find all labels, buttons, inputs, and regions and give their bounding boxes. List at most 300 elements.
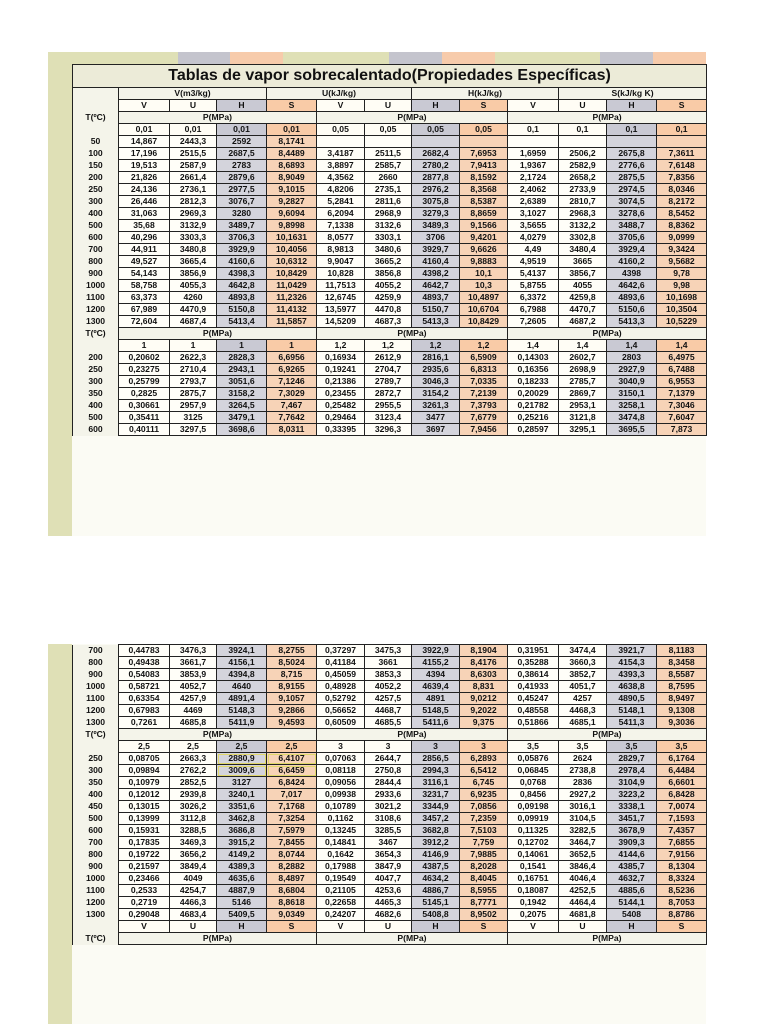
value-cell: 0,13245 — [317, 825, 365, 837]
value-cell: 9,3036 — [657, 717, 707, 729]
value-cell: 0,0768 — [508, 777, 559, 789]
temperature-cell: 1000 — [73, 681, 119, 693]
value-cell: 0,13999 — [119, 813, 170, 825]
tc-label: T(ºC) — [73, 112, 119, 124]
temperature-cell: 50 — [73, 136, 119, 148]
value-cell: 2682,4 — [412, 148, 460, 160]
pressure-value: 1 — [170, 340, 217, 352]
value-cell: 3665,4 — [170, 256, 217, 268]
value-cell: 63,373 — [119, 292, 170, 304]
value-cell: 4470,8 — [365, 304, 412, 316]
value-cell: 19,513 — [119, 160, 170, 172]
table-row — [73, 897, 707, 909]
value-cell: 0,11325 — [508, 825, 559, 837]
pressure-value: 2,5 — [119, 741, 170, 753]
value-cell: 4635,6 — [217, 873, 267, 885]
value-cell: 0,21386 — [317, 376, 365, 388]
value-cell: 2,4062 — [508, 184, 559, 196]
table-row — [73, 717, 707, 729]
value-cell: 5145,1 — [412, 897, 460, 909]
value-cell: 11,7513 — [317, 280, 365, 292]
value-cell: 10,828 — [317, 268, 365, 280]
value-cell: 9,98 — [657, 280, 707, 292]
value-cell: 0,33395 — [317, 424, 365, 436]
value-cell: 0,05876 — [508, 753, 559, 765]
value-cell: 2644,7 — [365, 753, 412, 765]
pressure-value: 3 — [317, 741, 365, 753]
temperature-cell: 1000 — [73, 280, 119, 292]
value-cell: 3929,7 — [412, 244, 460, 256]
value-cell: 3477 — [412, 412, 460, 424]
value-cell: 2877,8 — [412, 172, 460, 184]
value-cell: 8,831 — [460, 681, 508, 693]
value-cell: 4259,8 — [559, 292, 607, 304]
value-cell: 8,7595 — [657, 681, 707, 693]
value-cell: 0,21597 — [119, 861, 170, 873]
value-cell: 2856,5 — [412, 753, 460, 765]
value-cell: 3296,3 — [365, 424, 412, 436]
value-cell: 7,6855 — [657, 837, 707, 849]
value-cell: 4886,7 — [412, 885, 460, 897]
value-cell: 2994,3 — [412, 765, 460, 777]
value-cell: 8,2755 — [267, 645, 317, 657]
value-cell: 4468,3 — [559, 705, 607, 717]
value-cell: 3154,2 — [412, 388, 460, 400]
column-letter: V — [317, 100, 365, 112]
value-cell: 3282,5 — [559, 825, 607, 837]
value-cell: 2810,7 — [559, 196, 607, 208]
value-cell: 7,6148 — [657, 160, 707, 172]
value-cell: 3656,2 — [170, 849, 217, 861]
temperature-cell: 400 — [73, 400, 119, 412]
table-row — [73, 136, 707, 148]
value-cell: 2803 — [607, 352, 657, 364]
value-cell: 3132,6 — [365, 220, 412, 232]
value-cell: 3661 — [365, 657, 412, 669]
value-cell: 10,8429 — [460, 316, 508, 328]
band-cell — [600, 52, 653, 64]
value-cell: 2828,3 — [217, 352, 267, 364]
band-cell — [72, 52, 125, 64]
value-cell: 0,29464 — [317, 412, 365, 424]
value-cell: 0,21105 — [317, 885, 365, 897]
value-cell: 3697 — [412, 424, 460, 436]
temperature-cell: 600 — [73, 232, 119, 244]
value-cell: 2687,5 — [217, 148, 267, 160]
value-cell: 0,1942 — [508, 897, 559, 909]
pressure-value: 0,01 — [217, 124, 267, 136]
value-cell: 3464,7 — [559, 837, 607, 849]
value-cell: 11,0429 — [267, 280, 317, 292]
value-cell: 2836 — [559, 777, 607, 789]
value-cell: 4465,3 — [365, 897, 412, 909]
value-cell: 2875,7 — [170, 388, 217, 400]
value-cell: 6,7988 — [508, 304, 559, 316]
pressure-label: P(MPa) — [119, 112, 317, 124]
value-cell: 8,5236 — [657, 885, 707, 897]
value-cell: 3474,4 — [559, 645, 607, 657]
pressure-value: 0,1 — [607, 124, 657, 136]
tc-label: T(ºC) — [73, 729, 119, 741]
column-letter: H — [412, 100, 460, 112]
value-cell: 0,2533 — [119, 885, 170, 897]
table-row — [73, 412, 707, 424]
value-cell: 11,2326 — [267, 292, 317, 304]
pressure-value: 2,5 — [267, 741, 317, 753]
band-cell — [495, 52, 548, 64]
table-row — [73, 208, 707, 220]
value-cell: 6,2893 — [460, 753, 508, 765]
value-cell: 0,60509 — [317, 717, 365, 729]
value-cell: 13,5977 — [317, 304, 365, 316]
table-row — [73, 753, 707, 765]
value-cell: 3678,9 — [607, 825, 657, 837]
value-cell: 3240,1 — [217, 789, 267, 801]
value-cell: 4257 — [559, 693, 607, 705]
value-cell: 5411,9 — [217, 717, 267, 729]
table-row — [73, 364, 707, 376]
column-letter: V — [119, 100, 170, 112]
value-cell: 3351,6 — [217, 801, 267, 813]
column-color-band — [72, 52, 706, 64]
temperature-cell: 250 — [73, 364, 119, 376]
value-cell: 3112,8 — [170, 813, 217, 825]
value-cell: 0,54083 — [119, 669, 170, 681]
temperature-cell: 700 — [73, 837, 119, 849]
value-cell: 3915,2 — [217, 837, 267, 849]
pressure-value: 1 — [267, 340, 317, 352]
table-row — [73, 669, 707, 681]
value-cell: 3489,3 — [412, 220, 460, 232]
value-cell: 2811,6 — [365, 196, 412, 208]
value-cell: 2933,6 — [365, 789, 412, 801]
value-cell: 11,5857 — [267, 316, 317, 328]
pressure-value: 2,5 — [217, 741, 267, 753]
value-cell: 9,78 — [657, 268, 707, 280]
column-letter: S — [267, 100, 317, 112]
value-cell: 5408 — [607, 909, 657, 921]
temperature-cell: 1100 — [73, 292, 119, 304]
value-cell: 3075,8 — [412, 196, 460, 208]
value-cell: 4687,4 — [170, 316, 217, 328]
value-cell: 2738,8 — [559, 765, 607, 777]
value-cell: 4160,4 — [412, 256, 460, 268]
value-cell: 0,19549 — [317, 873, 365, 885]
pressure-value: 1,4 — [508, 340, 559, 352]
value-cell: 3278,6 — [607, 208, 657, 220]
value-cell: 3665,2 — [365, 256, 412, 268]
value-cell: 4155,2 — [412, 657, 460, 669]
value-cell: 0,23275 — [119, 364, 170, 376]
temperature-cell: 250 — [73, 184, 119, 196]
value-cell: 2968,9 — [365, 208, 412, 220]
temperature-cell: 300 — [73, 376, 119, 388]
pressure-value: 0,05 — [365, 124, 412, 136]
pressure-value: 0,01 — [267, 124, 317, 136]
value-cell: 0,08705 — [119, 753, 170, 765]
value-cell: 3929,4 — [607, 244, 657, 256]
value-cell: 6,3372 — [508, 292, 559, 304]
value-cell: 3279,3 — [412, 208, 460, 220]
value-cell: 3705,6 — [607, 232, 657, 244]
column-letter: H — [412, 921, 460, 933]
temperature-cell: 1100 — [73, 693, 119, 705]
value-cell: 3132,9 — [170, 220, 217, 232]
value-cell: 0,19241 — [317, 364, 365, 376]
pressure-value: 0,1 — [559, 124, 607, 136]
value-cell: 8,8659 — [460, 208, 508, 220]
value-cell: 8,4489 — [267, 148, 317, 160]
temperature-cell: 800 — [73, 657, 119, 669]
value-cell: 4055,2 — [365, 280, 412, 292]
value-cell: 4055,3 — [170, 280, 217, 292]
value-cell: 2762,2 — [170, 765, 217, 777]
value-cell: 8,3568 — [460, 184, 508, 196]
value-cell: 0,31951 — [508, 645, 559, 657]
value-cell: 2829,7 — [607, 753, 657, 765]
value-cell: 3469,3 — [170, 837, 217, 849]
value-cell: 3924,1 — [217, 645, 267, 657]
value-cell: 3302,8 — [559, 232, 607, 244]
table-row — [73, 424, 707, 436]
pressure-value: 1,4 — [607, 340, 657, 352]
value-cell: 3665 — [559, 256, 607, 268]
value-cell: 4642,7 — [412, 280, 460, 292]
value-cell: 10,1631 — [267, 232, 317, 244]
table-row — [73, 172, 707, 184]
value-cell: 0,20029 — [508, 388, 559, 400]
value-cell: 0,19722 — [119, 849, 170, 861]
value-cell: 8,8618 — [267, 897, 317, 909]
value-cell: 3852,7 — [559, 669, 607, 681]
value-cell: 3021,2 — [365, 801, 412, 813]
column-letter: H — [607, 921, 657, 933]
temperature-cell: 1000 — [73, 873, 119, 885]
value-cell: 0,25482 — [317, 400, 365, 412]
value-cell: 4257,5 — [365, 693, 412, 705]
value-cell: 0,58721 — [119, 681, 170, 693]
value-cell: 8,7771 — [460, 897, 508, 909]
value-cell: 0,09919 — [508, 813, 559, 825]
table-row — [73, 304, 707, 316]
table-row — [73, 885, 707, 897]
pressure-value: 0,1 — [657, 124, 707, 136]
value-cell: 0,67983 — [119, 705, 170, 717]
value-cell: 0,2719 — [119, 897, 170, 909]
table-row — [73, 849, 707, 861]
temperature-cell: 800 — [73, 256, 119, 268]
pressure-label: P(MPa) — [317, 112, 508, 124]
value-cell: 5,8755 — [508, 280, 559, 292]
value-cell: 2515,5 — [170, 148, 217, 160]
value-cell: 0,63354 — [119, 693, 170, 705]
value-cell: 2852,5 — [170, 777, 217, 789]
pressure-label: P(MPa) — [317, 729, 508, 741]
value-cell: 35,68 — [119, 220, 170, 232]
value-cell: 4638,8 — [607, 681, 657, 693]
value-cell: 2977,5 — [217, 184, 267, 196]
pressure-value: 1,2 — [412, 340, 460, 352]
value-cell: 0,7261 — [119, 717, 170, 729]
value-cell: 4,8206 — [317, 184, 365, 196]
value-cell: 2622,3 — [170, 352, 217, 364]
value-cell: 7,759 — [460, 837, 508, 849]
value-cell: 3123,4 — [365, 412, 412, 424]
table-row — [73, 705, 707, 717]
value-cell: 7,6953 — [460, 148, 508, 160]
value-cell: 2968,3 — [559, 208, 607, 220]
value-cell: 4893,6 — [607, 292, 657, 304]
value-cell: 10,4897 — [460, 292, 508, 304]
value-cell: 4685,1 — [559, 717, 607, 729]
value-cell: 7,6047 — [657, 412, 707, 424]
value-cell: 3116,1 — [412, 777, 460, 789]
value-cell: 4634,2 — [412, 873, 460, 885]
value-cell: 4254,7 — [170, 885, 217, 897]
column-letter: H — [217, 921, 267, 933]
value-cell: 3686,8 — [217, 825, 267, 837]
value-cell: 11,4132 — [267, 304, 317, 316]
value-cell: 0,8456 — [508, 789, 559, 801]
value-cell: 3654,3 — [365, 849, 412, 861]
value-cell: 3121,8 — [559, 412, 607, 424]
value-cell: 0,07063 — [317, 753, 365, 765]
value-cell: 8,0744 — [267, 849, 317, 861]
value-cell: 6,9235 — [460, 789, 508, 801]
table-row — [73, 765, 707, 777]
sheet-left-bar — [48, 644, 72, 1024]
pressure-value: 1 — [119, 340, 170, 352]
value-cell: 6,6601 — [657, 777, 707, 789]
value-cell: 6,8424 — [267, 777, 317, 789]
value-cell: 6,5909 — [460, 352, 508, 364]
table-row — [73, 316, 707, 328]
value-cell: 0,16751 — [508, 873, 559, 885]
table-row — [73, 256, 707, 268]
value-cell: 7,0074 — [657, 801, 707, 813]
value-cell: 3849,4 — [170, 861, 217, 873]
value-cell: 8,5587 — [657, 669, 707, 681]
value-cell: 0,15931 — [119, 825, 170, 837]
value-cell: 3261,3 — [412, 400, 460, 412]
value-cell: 0,12702 — [508, 837, 559, 849]
tc-spacer — [73, 921, 119, 933]
value-cell: 8,2882 — [267, 861, 317, 873]
value-cell: 5144,1 — [607, 897, 657, 909]
value-cell: 0,09938 — [317, 789, 365, 801]
table-title: Tablas de vapor sobrecalentado(Propiedades Específicas) — [73, 65, 707, 88]
value-cell: 4144,6 — [607, 849, 657, 861]
value-cell: 0,37297 — [317, 645, 365, 657]
value-cell: 2793,7 — [170, 376, 217, 388]
value-cell: 3856,7 — [559, 268, 607, 280]
temperature-cell: 900 — [73, 861, 119, 873]
value-cell: 0,56652 — [317, 705, 365, 717]
value-cell: 8,6303 — [460, 669, 508, 681]
group-header: U(kJ/kg) — [267, 88, 412, 100]
value-cell: 3,4187 — [317, 148, 365, 160]
value-cell: 72,604 — [119, 316, 170, 328]
value-cell: 7,5979 — [267, 825, 317, 837]
value-cell: 8,4045 — [460, 873, 508, 885]
temperature-cell: 800 — [73, 849, 119, 861]
value-cell: 7,3611 — [657, 148, 707, 160]
table-row — [73, 268, 707, 280]
value-cell: 3046,3 — [412, 376, 460, 388]
value-cell: 2675,8 — [607, 148, 657, 160]
value-cell: 0,10789 — [317, 801, 365, 813]
value-cell: 0,49438 — [119, 657, 170, 669]
value-cell: 8,5024 — [267, 657, 317, 669]
value-cell: 40,296 — [119, 232, 170, 244]
value-cell: 7,8356 — [657, 172, 707, 184]
value-cell: 3,8897 — [317, 160, 365, 172]
table-row — [73, 196, 707, 208]
value-cell: 2976,2 — [412, 184, 460, 196]
value-cell: 8,1304 — [657, 861, 707, 873]
value-cell: 2587,9 — [170, 160, 217, 172]
value-cell: 10,3504 — [657, 304, 707, 316]
value-cell: 8,4897 — [267, 873, 317, 885]
value-cell: 5,2841 — [317, 196, 365, 208]
value-cell: 0,13015 — [119, 801, 170, 813]
value-cell: 2780,2 — [412, 160, 460, 172]
table-row — [73, 777, 707, 789]
value-cell: 2939,8 — [170, 789, 217, 801]
value-cell: 8,9813 — [317, 244, 365, 256]
value-cell: 12,6745 — [317, 292, 365, 304]
table-row — [73, 813, 707, 825]
column-letter: H — [217, 100, 267, 112]
value-cell: 4160,6 — [217, 256, 267, 268]
value-cell: 4687,3 — [365, 316, 412, 328]
value-cell: 4642,6 — [607, 280, 657, 292]
value-cell: 3489,7 — [217, 220, 267, 232]
pressure-label: P(MPa) — [317, 328, 508, 340]
column-letter: H — [607, 100, 657, 112]
value-cell: 3488,7 — [607, 220, 657, 232]
value-cell: 0,48558 — [508, 705, 559, 717]
value-cell: 3479,1 — [217, 412, 267, 424]
value-cell: 8,9049 — [267, 172, 317, 184]
pressure-value: 0,1 — [508, 124, 559, 136]
value-cell: 2785,7 — [559, 376, 607, 388]
temperature-cell: 1300 — [73, 909, 119, 921]
value-cell: 2969,3 — [170, 208, 217, 220]
value-cell: 4685,8 — [170, 717, 217, 729]
value-cell: 0,08118 — [317, 765, 365, 777]
value-cell: 9,4593 — [267, 717, 317, 729]
value-cell: 0,30661 — [119, 400, 170, 412]
value-cell: 10,6312 — [267, 256, 317, 268]
column-letter: V — [119, 921, 170, 933]
value-cell: 0,09894 — [119, 765, 170, 777]
table-page-top — [48, 52, 706, 536]
value-cell: 7,1768 — [267, 801, 317, 813]
table-row — [73, 801, 707, 813]
value-cell: 3,1027 — [508, 208, 559, 220]
pressure-value: 0,05 — [460, 124, 508, 136]
value-cell: 5150,6 — [607, 304, 657, 316]
value-cell: 0,1162 — [317, 813, 365, 825]
value-cell: 3682,8 — [412, 825, 460, 837]
value-cell: 8,5955 — [460, 885, 508, 897]
table-row — [73, 148, 707, 160]
value-cell: 3706,3 — [217, 232, 267, 244]
value-cell: 4640 — [217, 681, 267, 693]
value-cell: 9,5682 — [657, 256, 707, 268]
value-cell: 0,28597 — [508, 424, 559, 436]
